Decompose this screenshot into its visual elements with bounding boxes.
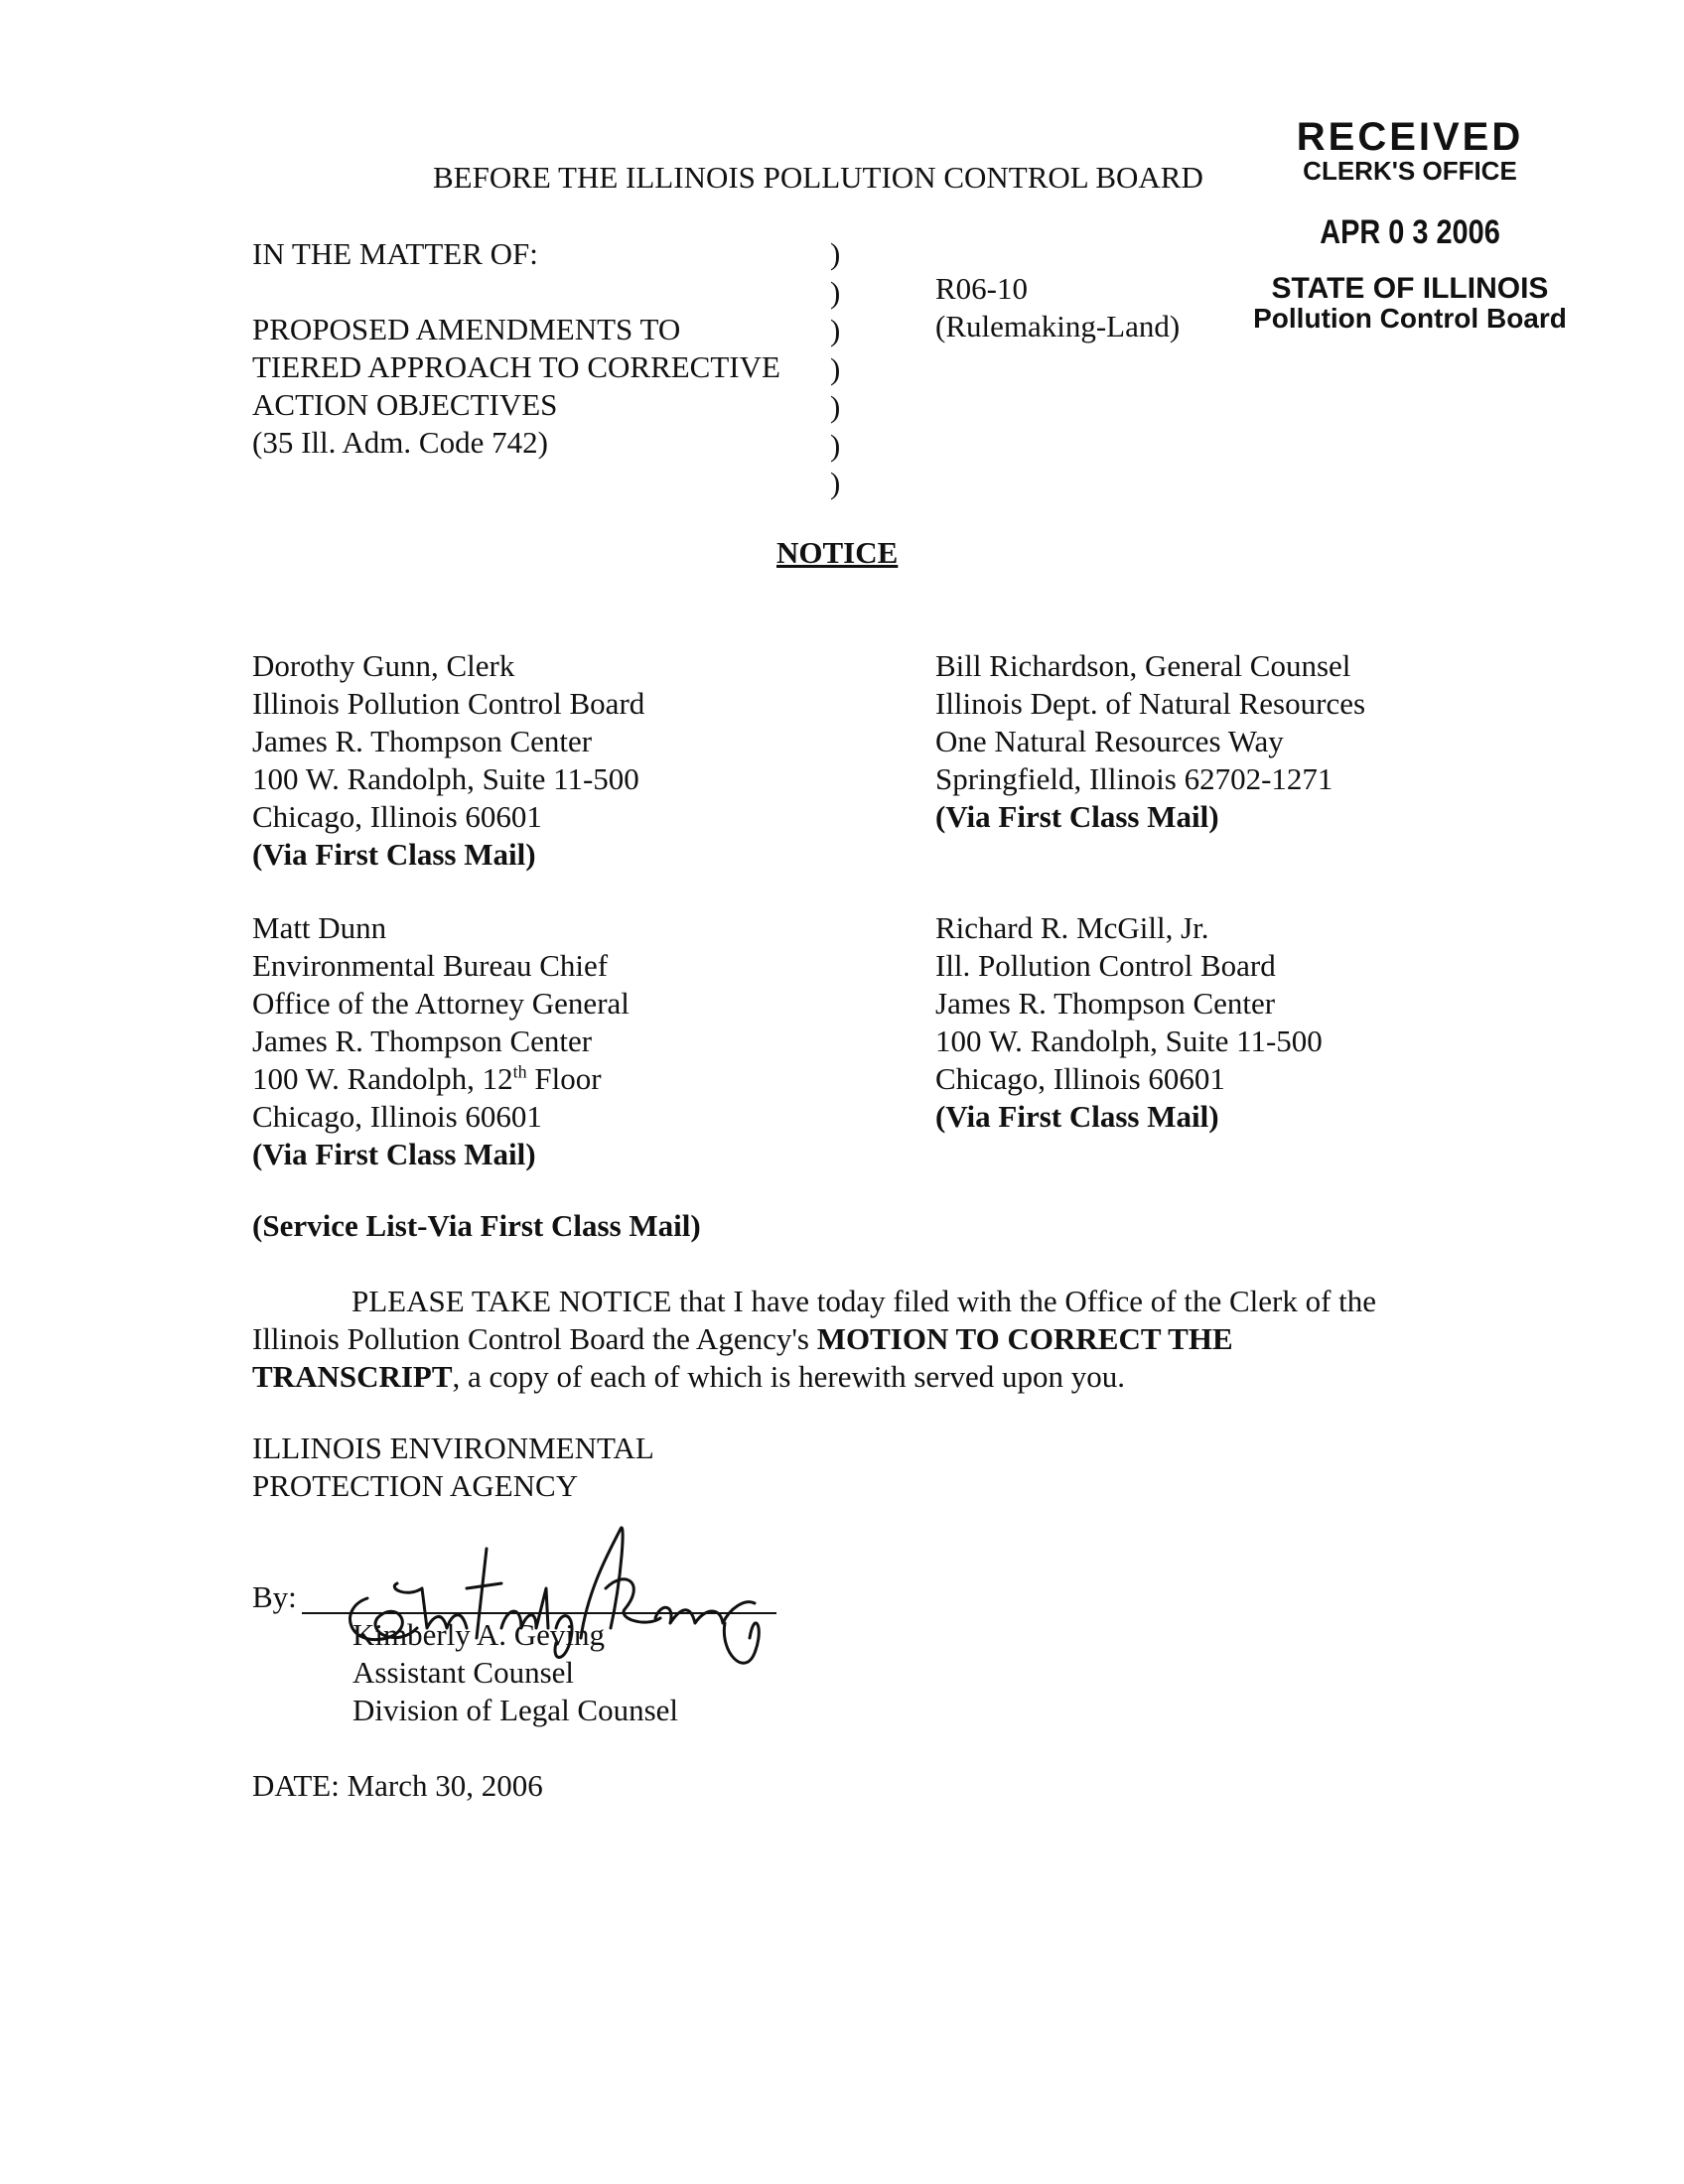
caption-paren: ) bbox=[830, 466, 841, 500]
address-line: Office of the Attorney General bbox=[252, 986, 630, 1021]
caption-paren: ) bbox=[830, 427, 841, 463]
floor-text-end: Floor bbox=[526, 1061, 602, 1096]
delivery-method: (Via First Class Mail) bbox=[252, 837, 536, 872]
notice-paragraph bbox=[252, 1283, 1483, 1396]
address-line: Environmental Bureau Chief bbox=[252, 948, 609, 983]
floor-text: 100 W. Randolph, 12 bbox=[252, 1061, 513, 1096]
caption-line bbox=[252, 273, 780, 311]
address-block-gunn bbox=[252, 647, 644, 874]
docket-number: R06-10 bbox=[935, 271, 1028, 306]
address-line: Dorothy Gunn, Clerk bbox=[252, 648, 515, 683]
address-block-dunn bbox=[252, 909, 630, 1173]
caption-paren: ) bbox=[830, 274, 841, 310]
caption-line: ACTION OBJECTIVES bbox=[252, 387, 558, 422]
address-line: Richard R. McGill, Jr. bbox=[935, 910, 1209, 945]
address-block-richardson bbox=[935, 647, 1365, 836]
address-line: Chicago, Illinois 60601 bbox=[252, 1099, 542, 1134]
signer-division: Division of Legal Counsel bbox=[352, 1693, 679, 1727]
service-list-note: (Service List-Via First Class Mail) bbox=[252, 1208, 701, 1243]
paragraph-line bbox=[252, 1358, 1483, 1396]
caption-parentheses bbox=[830, 235, 850, 503]
address-line: Matt Dunn bbox=[252, 910, 387, 945]
delivery-method: (Via First Class Mail) bbox=[935, 799, 1219, 834]
agency-line: PROTECTION AGENCY bbox=[252, 1468, 579, 1503]
agency-line: ILLINOIS ENVIRONMENTAL bbox=[252, 1431, 654, 1465]
filing-date: DATE: March 30, 2006 bbox=[252, 1768, 543, 1803]
stamp-received: RECEIVED bbox=[1296, 115, 1524, 159]
address-line: James R. Thompson Center bbox=[935, 986, 1276, 1021]
address-block-mcgill bbox=[935, 909, 1323, 1136]
address-line: Chicago, Illinois 60601 bbox=[252, 799, 542, 834]
stamp-state: STATE OF ILLINOIS bbox=[1271, 272, 1549, 305]
signer-name: Kimberly A. Geving bbox=[352, 1617, 605, 1652]
stamp-board: Pollution Control Board bbox=[1253, 303, 1567, 334]
caption-line: TIERED APPROACH TO CORRECTIVE bbox=[252, 349, 780, 384]
notice-title: NOTICE bbox=[776, 535, 899, 570]
caption-paren: ) bbox=[830, 313, 841, 347]
address-line: Ill. Pollution Control Board bbox=[935, 948, 1276, 983]
caption-paren: ) bbox=[830, 389, 841, 424]
address-line: Chicago, Illinois 60601 bbox=[935, 1061, 1225, 1096]
address-line-floor bbox=[252, 1060, 630, 1098]
caption-line: PROPOSED AMENDMENTS TO bbox=[252, 312, 681, 346]
stamp-date: APR 0 3 2006 bbox=[1320, 213, 1500, 251]
delivery-method: (Via First Class Mail) bbox=[935, 1099, 1219, 1134]
address-line: James R. Thompson Center bbox=[252, 724, 593, 758]
address-line: James R. Thompson Center bbox=[252, 1024, 593, 1058]
motion-title: MOTION TO CORRECT THE bbox=[816, 1321, 1233, 1356]
board-heading: BEFORE THE ILLINOIS POLLUTION CONTROL BOARD bbox=[433, 160, 1203, 195]
caption-line: IN THE MATTER OF: bbox=[252, 236, 538, 271]
floor-superscript: th bbox=[512, 1061, 527, 1082]
stamp-office: CLERK'S OFFICE bbox=[1303, 156, 1517, 186]
motion-title-end: TRANSCRIPT bbox=[252, 1359, 453, 1394]
signer-title: Assistant Counsel bbox=[352, 1655, 575, 1690]
address-line: One Natural Resources Way bbox=[935, 724, 1284, 758]
address-line: 100 W. Randolph, Suite 11-500 bbox=[935, 1024, 1323, 1058]
address-line: 100 W. Randolph, Suite 11-500 bbox=[252, 761, 639, 796]
caption-paren: ) bbox=[830, 350, 841, 386]
paragraph-line: PLEASE TAKE NOTICE that I have today filed with the Office of the Clerk of the bbox=[351, 1284, 1377, 1318]
docket-type: (Rulemaking-Land) bbox=[935, 309, 1181, 343]
address-line: Illinois Pollution Control Board bbox=[252, 686, 645, 721]
caption-line: (35 Ill. Adm. Code 742) bbox=[252, 425, 548, 460]
paragraph-text: , a copy of each of which is herewith served upon you. bbox=[452, 1359, 1126, 1394]
address-line: Illinois Dept. of Natural Resources bbox=[935, 686, 1366, 721]
docket-block bbox=[935, 270, 1180, 345]
by-label: By: bbox=[252, 1579, 297, 1614]
address-line: Bill Richardson, General Counsel bbox=[935, 648, 1351, 683]
received-stamp bbox=[1241, 117, 1579, 334]
delivery-method: (Via First Class Mail) bbox=[252, 1137, 536, 1171]
address-line: Springfield, Illinois 62702-1271 bbox=[935, 761, 1333, 796]
signer-block bbox=[352, 1616, 678, 1729]
paragraph-text: Illinois Pollution Control Board the Agency's bbox=[252, 1321, 817, 1356]
paragraph-line bbox=[252, 1320, 1483, 1358]
case-caption bbox=[252, 235, 780, 462]
caption-paren: ) bbox=[830, 236, 841, 271]
